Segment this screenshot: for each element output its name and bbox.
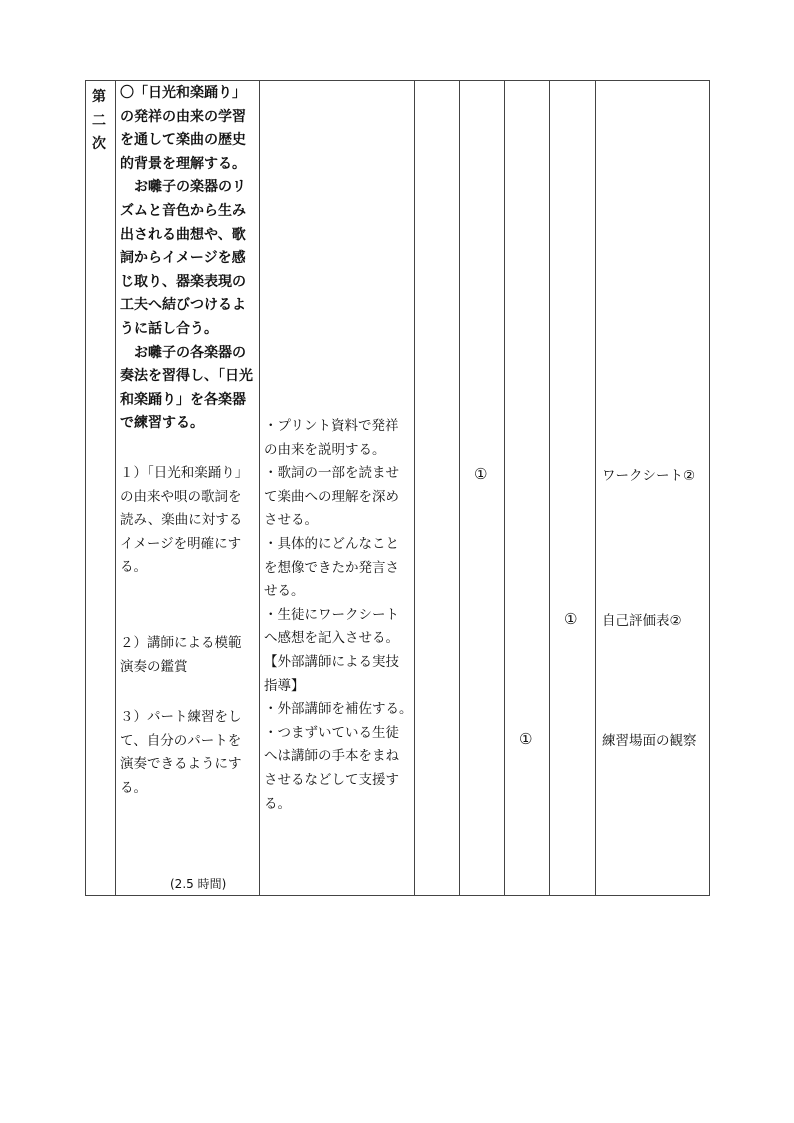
column-border — [115, 80, 116, 896]
step-line: 演奏できるようにす — [120, 756, 242, 773]
support-line: させるなどして支援す — [264, 771, 399, 788]
support-line: る。 — [264, 795, 291, 812]
step-line: る。 — [120, 559, 147, 576]
goal-line: うに話し合う。 — [120, 320, 218, 337]
goal-line: 詞からイメージを感 — [120, 250, 246, 267]
step-3-text — [120, 706, 242, 800]
support-line: へ感想を記入させる。 — [264, 630, 399, 647]
step-line: 読み、楽曲に対する — [120, 512, 243, 529]
support-line: て楽曲への理解を深め — [264, 488, 399, 505]
goal-line: じ取り、器楽表現の — [120, 273, 246, 290]
goal-line: 〇「日光和楽踊り」 — [120, 85, 246, 101]
evaluation-mark: ① — [519, 730, 533, 748]
step-line: の由来や唄の歌詞を — [120, 488, 242, 505]
step-line: て、自分のパートを — [120, 732, 242, 749]
stage-char: 二 — [92, 112, 106, 129]
goal-line: 奏法を習得し、「日光 — [120, 368, 253, 385]
step-line: ３）パート練習をし — [120, 709, 242, 725]
goal-text — [120, 82, 253, 436]
support-line: ・つまずいている生徒 — [264, 724, 399, 741]
support-line: 【外部講師による実技 — [264, 653, 399, 670]
support-line: 指導】 — [264, 677, 305, 694]
support-line: ・生徒にワークシート — [264, 606, 399, 623]
goal-line: で練習する。 — [120, 415, 204, 432]
stage-char: 次 — [92, 136, 106, 153]
goal-line: 和楽踊り」を各楽器 — [120, 391, 246, 408]
support-line: へは講師の手本をまね — [264, 748, 399, 765]
stage-char: 第 — [92, 89, 106, 105]
goal-line: 的背景を理解する。 — [120, 155, 246, 172]
evaluation-mark: ① — [564, 610, 578, 628]
step-line: １）「日光和楽踊り」 — [120, 465, 249, 481]
support-line: ・外部講師を補佐する。 — [264, 701, 413, 718]
column-border — [85, 80, 86, 896]
goal-line: の発祥の由来の学習 — [120, 108, 246, 125]
goal-line: お囃子の各楽器の — [134, 344, 246, 361]
support-line: の由来を説明する。 — [264, 441, 386, 458]
method-self-evaluation: 自己評価表② — [602, 613, 682, 629]
support-line: せる。 — [264, 583, 305, 600]
support-line: ・プリント資料で発祥 — [264, 418, 399, 434]
goal-line: 工夫へ結びつけるよ — [120, 297, 246, 314]
stage-label — [92, 86, 110, 157]
column-border — [414, 80, 415, 896]
goal-line: ズムと音色から生み — [120, 202, 246, 219]
column-border — [549, 80, 550, 896]
support-line: させる。 — [264, 512, 318, 529]
goal-line: お囃子の楽器のリ — [134, 179, 246, 196]
step-line: 演奏の鑑賞 — [120, 658, 188, 675]
method-observation: 練習場面の観察 — [602, 733, 697, 749]
step-line: る。 — [120, 779, 147, 796]
step-2-text — [120, 632, 242, 679]
column-border — [595, 80, 596, 896]
column-border — [259, 80, 260, 896]
method-worksheet: ワークシート② — [602, 468, 696, 484]
goal-line: を通して楽曲の歴史 — [120, 132, 246, 149]
evaluation-mark: ① — [474, 465, 488, 483]
support-text — [264, 415, 413, 816]
goal-line: 出される曲想や、歌 — [120, 226, 246, 243]
step-line: イメージを明確にす — [120, 535, 242, 552]
table-top-border — [85, 80, 709, 81]
support-line: を想像できたか発言さ — [264, 559, 399, 576]
support-line: ・歌詞の一部を読ませ — [264, 465, 399, 482]
column-border — [459, 80, 460, 896]
column-border — [709, 80, 710, 896]
time-note: (2.5 時間) — [170, 877, 227, 891]
step-line: ２）講師による模範 — [120, 635, 242, 651]
support-line: ・具体的にどんなこと — [264, 535, 399, 552]
step-1-text — [120, 462, 248, 580]
column-border — [504, 80, 505, 896]
